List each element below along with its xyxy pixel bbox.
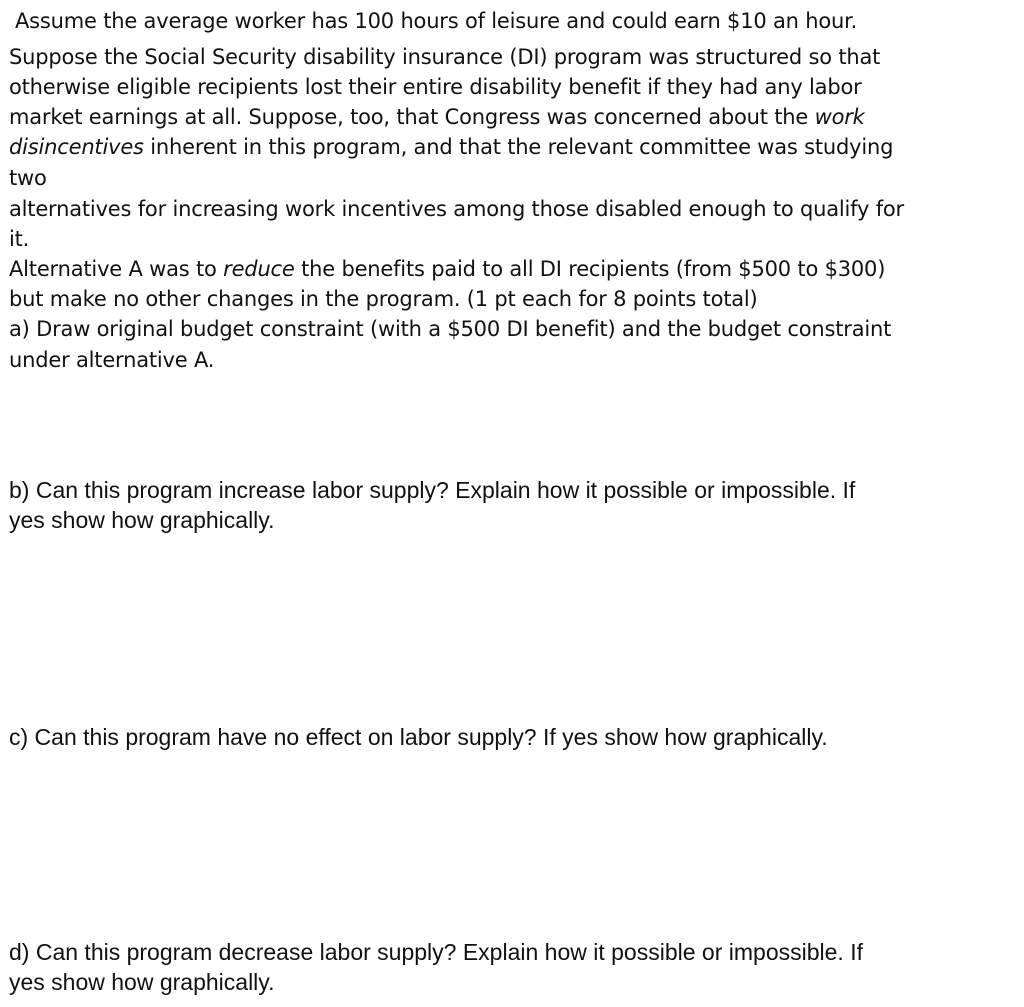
intro-line-6: two [9, 166, 47, 190]
intro-line-9-text-b: the benefits paid to all DI recipients (from $500 to $300) [294, 257, 886, 281]
intro-line-5-text: inherent in this program, and that the relevant committee was studying [143, 135, 894, 159]
question-a-line-1: a) Draw original budget constraint (with a $500 DI benefit) and the budget constraint [9, 317, 892, 341]
question-c-line-1: c) Can this program have no effect on labor supply? If yes show how graphically. [9, 724, 828, 750]
question-b-line-2: yes show how graphically. [9, 507, 275, 533]
intro-line-10: but make no other changes in the program. (1 pt each for 8 points total) [9, 287, 758, 311]
question-b-line-1: b) Can this program increase labor supply? Explain how it possible or impossible. If [9, 477, 856, 503]
intro-line-3: otherwise eligible recipients lost their entire disability benefit if they had any labor [9, 75, 862, 99]
intro-line-8: it. [9, 227, 30, 251]
emphasis-work: work [814, 105, 865, 129]
question-d-line-1: d) Can this program decrease labor supply? Explain how it possible or impossible. If [9, 939, 863, 965]
intro-line-9-text-a: Alternative A was to [9, 257, 224, 281]
question-a-line-2: under alternative A. [9, 348, 215, 372]
intro-line-9 [9, 254, 885, 284]
emphasis-disincentives: disincentives [9, 135, 144, 159]
intro-line-2: Suppose the Social Security disability insurance (DI) program was structured so that [9, 45, 881, 69]
intro-line-1: Assume the average worker has 100 hours of leisure and could earn $10 an hour. [15, 9, 858, 33]
intro-line-4 [9, 102, 865, 132]
intro-line-4-text: market earnings at all. Suppose, too, that Congress was concerned about the [9, 105, 815, 129]
intro-line-7: alternatives for increasing work incentives among those disabled enough to qualify for [9, 197, 904, 221]
intro-line-5 [9, 132, 893, 162]
emphasis-reduce: reduce [223, 257, 295, 281]
question-d-line-2: yes show how graphically. [9, 969, 275, 995]
